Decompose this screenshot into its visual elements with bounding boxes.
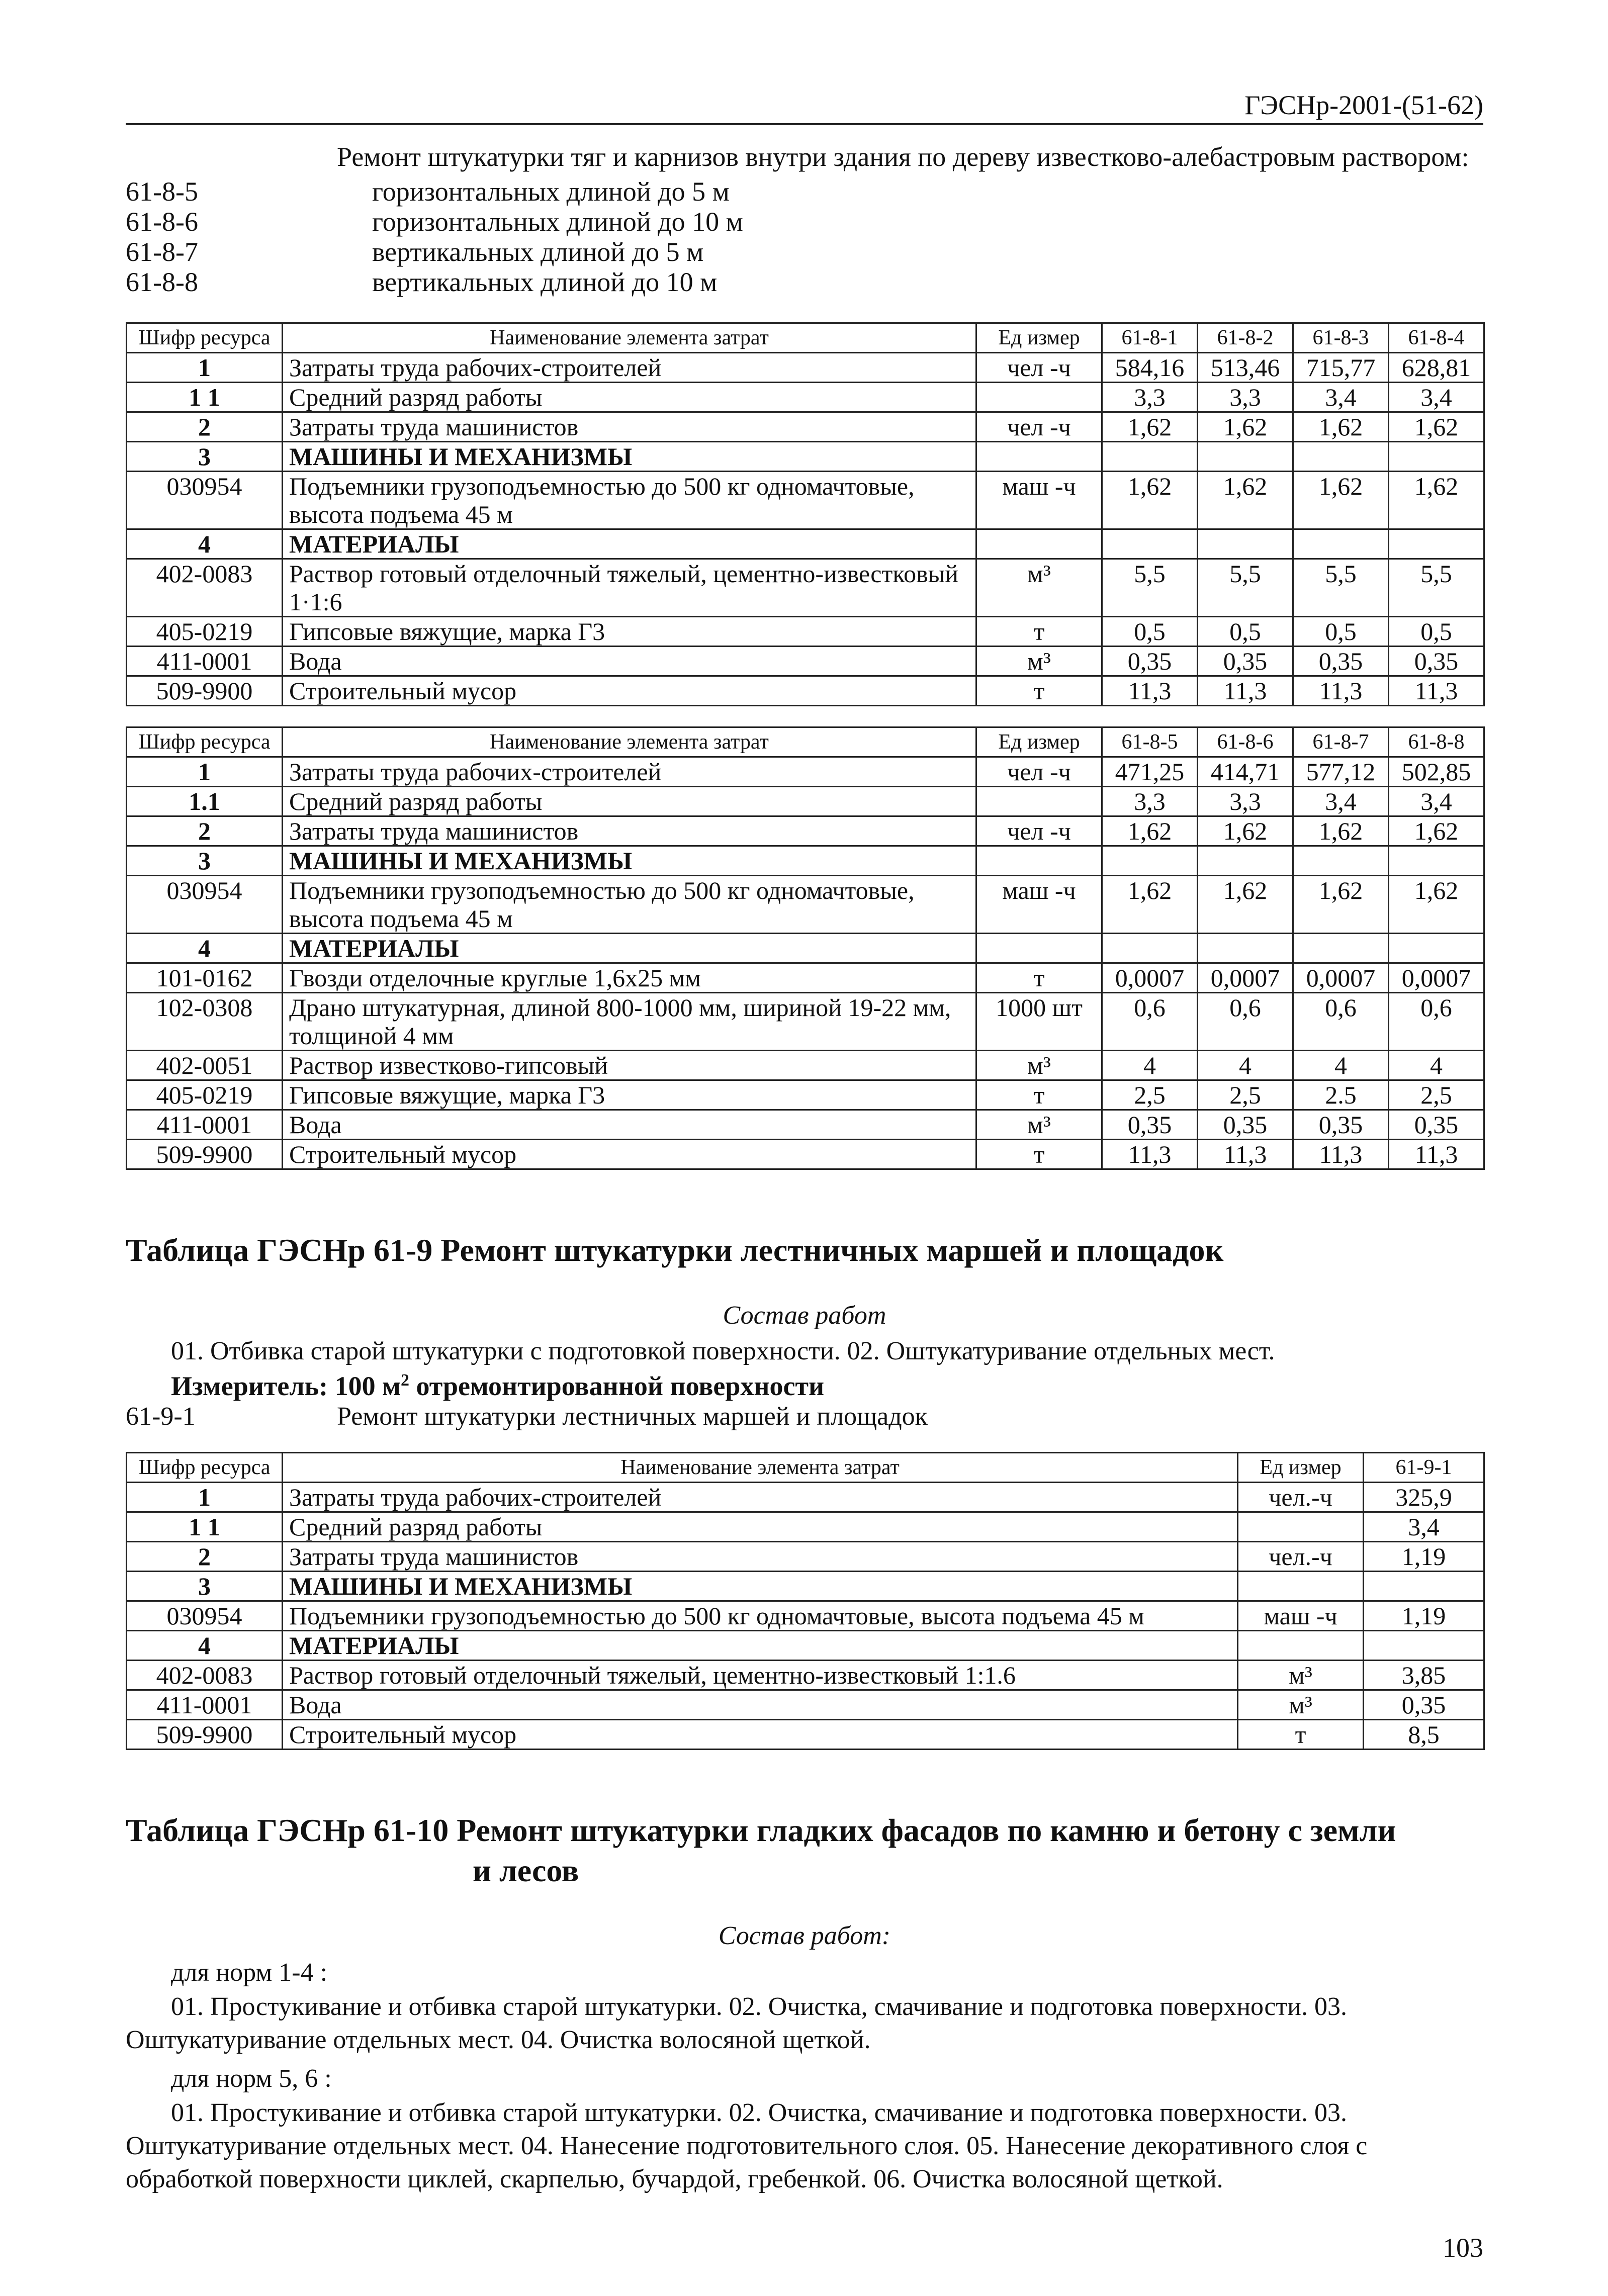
resource-value	[1389, 442, 1484, 472]
resource-name: Средний разряд работы	[283, 1512, 1238, 1542]
resource-unit: т	[976, 676, 1102, 706]
resource-name: Раствор готовый отделочный тяжелый, цементно-известковый 1:1.6	[283, 1661, 1238, 1690]
resource-value: 0,6	[1389, 993, 1484, 1051]
resource-value: 1,62	[1198, 472, 1293, 529]
resource-code: 4	[127, 529, 283, 559]
table-row	[127, 559, 1484, 617]
resource-code: 405-0219	[127, 1080, 283, 1110]
resource-unit: чел -ч	[976, 353, 1102, 383]
resource-value: 1,62	[1389, 472, 1484, 529]
resource-value: 1,62	[1293, 472, 1389, 529]
col-header-norm: 61-8-2	[1198, 323, 1293, 353]
resource-name: Подъемники грузоподъемностью до 500 кг одномачтовые, высота подъема 45 м	[283, 472, 976, 529]
col-header-name: Наименование элемента затрат	[283, 727, 976, 757]
measure-sup: 2	[400, 1371, 409, 1390]
resource-name: Строительный мусор	[283, 676, 976, 706]
resource-name: МАШИНЫ И МЕХАНИЗМЫ	[283, 442, 976, 472]
resource-value	[1293, 529, 1389, 559]
norm-code: 61-9-1	[126, 1402, 196, 1431]
resource-unit	[976, 529, 1102, 559]
resource-value: 1,62	[1293, 876, 1389, 934]
resource-name: Вода	[283, 1110, 976, 1140]
variant-list	[126, 176, 1483, 297]
table-row	[127, 529, 1484, 559]
col-header-code: Шифр ресурса	[127, 1453, 283, 1483]
resource-value: 4	[1389, 1051, 1484, 1080]
measure-value: 100 м	[334, 1371, 401, 1401]
norm-intro	[126, 140, 1483, 297]
resource-unit: м³	[1238, 1661, 1364, 1690]
resource-value: 11,3	[1389, 1140, 1484, 1169]
resource-value: 1,62	[1198, 412, 1293, 442]
resource-code: 101-0162	[127, 963, 283, 993]
resource-value: 1,19	[1364, 1601, 1484, 1631]
resource-unit: маш -ч	[976, 876, 1102, 934]
resource-code: 405-0219	[127, 617, 283, 647]
resource-unit: чел -ч	[976, 816, 1102, 846]
table-header-row	[127, 727, 1484, 757]
variant-code: 61-8-5	[126, 176, 198, 207]
table-row	[127, 876, 1484, 934]
document-code: ГЭСНр-2001-(51-62)	[1244, 90, 1483, 120]
resource-value: 628,81	[1389, 353, 1484, 383]
resource-value: 4	[1102, 1051, 1198, 1080]
section-title-61-10	[126, 1810, 1483, 1891]
works-caption: Состав работ	[723, 1301, 886, 1330]
works-caption: Состав работ:	[718, 1921, 891, 1950]
resource-name: Раствор готовый отделочный тяжелый, цементно-известковый 1·1:6	[283, 559, 976, 617]
norm-line	[126, 1402, 1483, 1432]
table-row	[127, 472, 1484, 529]
resource-code: 030954	[127, 876, 283, 934]
table-row	[127, 1631, 1484, 1661]
table-row	[127, 846, 1484, 876]
resource-unit: м³	[976, 559, 1102, 617]
table-row	[127, 1572, 1484, 1601]
resource-name: Гипсовые вяжущие, марка Г3	[283, 617, 976, 647]
table-row	[127, 647, 1484, 676]
resource-value	[1293, 846, 1389, 876]
resource-value: 584,16	[1102, 353, 1198, 383]
resource-unit: маш -ч	[1238, 1601, 1364, 1631]
resource-value	[1389, 529, 1484, 559]
col-header-unit: Ед измер	[976, 727, 1102, 757]
resource-value	[1102, 934, 1198, 963]
norms-subheading: для норм 5, 6 :	[171, 2064, 332, 2093]
resource-value: 0,6	[1102, 993, 1198, 1051]
resource-value	[1198, 846, 1293, 876]
resource-name: Затраты труда машинистов	[283, 1542, 1238, 1572]
resource-value: 1,62	[1102, 472, 1198, 529]
resource-code: 2	[127, 412, 283, 442]
resource-name: Средний разряд работы	[283, 787, 976, 816]
resource-value: 0,5	[1102, 617, 1198, 647]
resource-name: Драно штукатурная, длиной 800-1000 мм, шириной 19-22 мм, толщиной 4 мм	[283, 993, 976, 1051]
table-row	[127, 993, 1484, 1051]
resource-value	[1389, 934, 1484, 963]
resource-unit: м³	[976, 1110, 1102, 1140]
resource-unit	[976, 934, 1102, 963]
resource-unit: чел.-ч	[1238, 1542, 1364, 1572]
works-paragraph: 01. Простукивание и отбивка старой штукатурки. 02. Очистка, смачивание и подготовка поверхности. 03. Оштукатуривание отдельных мест. 04. Очистка волосяной щеткой.	[126, 1992, 1347, 2054]
page-number: 103	[1443, 2233, 1483, 2263]
table-header-row	[127, 1453, 1484, 1483]
resource-value: 1,62	[1198, 876, 1293, 934]
table-row	[127, 1140, 1484, 1169]
table-row	[127, 1051, 1484, 1080]
resource-code: 402-0083	[127, 1661, 283, 1690]
resource-unit	[976, 846, 1102, 876]
resource-value: 0,0007	[1198, 963, 1293, 993]
col-header-norm: 61-8-6	[1198, 727, 1293, 757]
resource-value: 1,62	[1389, 876, 1484, 934]
resource-value: 0,35	[1102, 647, 1198, 676]
resource-code: 1 1	[127, 383, 283, 412]
resource-value: 0,35	[1102, 1110, 1198, 1140]
table-row	[127, 442, 1484, 472]
table-row	[127, 1080, 1484, 1110]
col-header-norm: 61-8-7	[1293, 727, 1389, 757]
resource-value: 11,3	[1389, 676, 1484, 706]
resource-value	[1102, 529, 1198, 559]
resource-name: Затраты труда машинистов	[283, 412, 976, 442]
resource-name: Подъемники грузоподъемностью до 500 кг одномачтовые, высота подъема 45 м	[283, 876, 976, 934]
resource-code: 1	[127, 1483, 283, 1512]
resource-value: 513,46	[1198, 353, 1293, 383]
resource-unit: т	[976, 1140, 1102, 1169]
resource-value	[1364, 1631, 1484, 1661]
resource-value: 11,3	[1198, 676, 1293, 706]
resource-table-61-8-1-4	[126, 322, 1485, 706]
resource-name: Затраты труда рабочих-строителей	[283, 1483, 1238, 1512]
resource-code: 1.1	[127, 787, 283, 816]
resource-name: Строительный мусор	[283, 1140, 976, 1169]
resource-name: Средний разряд работы	[283, 383, 976, 412]
resource-value: 502,85	[1389, 757, 1484, 787]
resource-value	[1102, 846, 1198, 876]
resource-value: 2,5	[1198, 1080, 1293, 1110]
table-row	[127, 1483, 1484, 1512]
col-header-norm: 61-8-8	[1389, 727, 1484, 757]
resource-value	[1198, 934, 1293, 963]
resource-name: Вода	[283, 647, 976, 676]
resource-unit	[976, 442, 1102, 472]
col-header-norm: 61-8-4	[1389, 323, 1484, 353]
col-header-norm: 61-9-1	[1364, 1453, 1484, 1483]
col-header-name: Наименование элемента затрат	[283, 1453, 1238, 1483]
resource-code: 509-9900	[127, 1720, 283, 1750]
col-header-norm: 61-8-3	[1293, 323, 1389, 353]
resource-code: 1 1	[127, 1512, 283, 1542]
col-header-norm: 61-8-1	[1102, 323, 1198, 353]
resource-unit: м³	[1238, 1690, 1364, 1720]
resource-value: 471,25	[1102, 757, 1198, 787]
table-row	[127, 963, 1484, 993]
resource-code: 4	[127, 1631, 283, 1661]
resource-value: 8,5	[1364, 1720, 1484, 1750]
resource-value	[1198, 442, 1293, 472]
resource-unit: м³	[976, 647, 1102, 676]
resource-value: 5,5	[1389, 559, 1484, 617]
resource-value: 0,35	[1293, 1110, 1389, 1140]
resource-value	[1102, 442, 1198, 472]
resource-code: 030954	[127, 472, 283, 529]
table-header-row	[127, 323, 1484, 353]
resource-value: 1,62	[1102, 876, 1198, 934]
table-row	[127, 1110, 1484, 1140]
resource-value: 414,71	[1198, 757, 1293, 787]
resource-value: 3,3	[1102, 383, 1198, 412]
resource-value	[1293, 934, 1389, 963]
resource-value: 3,3	[1102, 787, 1198, 816]
resource-unit: чел -ч	[976, 412, 1102, 442]
resource-unit	[1238, 1512, 1364, 1542]
resource-value	[1198, 529, 1293, 559]
variant-item	[126, 176, 1483, 207]
resource-value: 1,62	[1102, 816, 1198, 846]
resource-value: 0,5	[1293, 617, 1389, 647]
resource-value: 2,5	[1102, 1080, 1198, 1110]
intro-title: Ремонт штукатурки тяг и карнизов внутри здания по дереву известково-алебастровым раствором:	[337, 142, 1469, 172]
resource-value: 0,6	[1293, 993, 1389, 1051]
norms-subheading: для норм 1-4 :	[171, 1958, 328, 1987]
measure-rest: отремонтированной поверхности	[409, 1371, 825, 1401]
resource-value: 0,35	[1364, 1690, 1484, 1720]
resource-value: 11,3	[1102, 1140, 1198, 1169]
resource-value: 0,35	[1389, 647, 1484, 676]
resource-code: 1	[127, 353, 283, 383]
resource-code: 102-0308	[127, 993, 283, 1051]
resource-unit: т	[976, 1080, 1102, 1110]
col-header-unit: Ед измер	[1238, 1453, 1364, 1483]
resource-value: 0,35	[1389, 1110, 1484, 1140]
resource-unit: 1000 шт	[976, 993, 1102, 1051]
table-row	[127, 1542, 1484, 1572]
resource-unit	[1238, 1631, 1364, 1661]
resource-unit: чел.-ч	[1238, 1483, 1364, 1512]
resource-value: 0,0007	[1389, 963, 1484, 993]
col-header-norm: 61-8-5	[1102, 727, 1198, 757]
resource-table-61-9-1	[126, 1452, 1485, 1750]
variant-code: 61-8-7	[126, 237, 198, 267]
section-title-line2: и лесов	[473, 1853, 579, 1888]
variant-item	[126, 237, 1483, 267]
running-header	[126, 75, 1483, 125]
resource-table-61-8-5-8	[126, 726, 1485, 1170]
resource-unit	[976, 383, 1102, 412]
resource-value: 4	[1293, 1051, 1389, 1080]
resource-unit: т	[1238, 1720, 1364, 1750]
col-header-name: Наименование элемента затрат	[283, 323, 976, 353]
resource-name: МАТЕРИАЛЫ	[283, 1631, 1238, 1661]
variant-text: вертикальных длиной до 5 м	[372, 237, 704, 267]
variant-text: горизонтальных длиной до 5 м	[372, 176, 730, 207]
resource-value: 1,62	[1389, 816, 1484, 846]
resource-unit	[1238, 1572, 1364, 1601]
resource-value: 0,5	[1198, 617, 1293, 647]
norm-text: Ремонт штукатурки лестничных маршей и площадок	[337, 1402, 928, 1431]
measure-label: Измеритель:	[171, 1371, 328, 1401]
resource-value: 1,19	[1364, 1542, 1484, 1572]
resource-value: 3,4	[1389, 787, 1484, 816]
resource-value: 325,9	[1364, 1483, 1484, 1512]
resource-value: 0,0007	[1102, 963, 1198, 993]
variant-text: горизонтальных длиной до 10 м	[372, 207, 743, 237]
resource-value: 0,5	[1389, 617, 1484, 647]
resource-value: 0,0007	[1293, 963, 1389, 993]
resource-value: 5,5	[1198, 559, 1293, 617]
resource-unit: маш -ч	[976, 472, 1102, 529]
resource-code: 1	[127, 757, 283, 787]
works-paragraph: 01. Простукивание и отбивка старой штукатурки. 02. Очистка, смачивание и подготовка поверхности. 03. Оштукатуривание отдельных мест. 04. Нанесение подготовительного слоя. 05. Нанесение декоративного слоя с обработкой поверхности циклей, скарпелью, бучардой, гребенкой. 06. Очистка волосяной щеткой.	[126, 2098, 1368, 2193]
resource-name: МАШИНЫ И МЕХАНИЗМЫ	[283, 1572, 1238, 1601]
resource-value: 11,3	[1102, 676, 1198, 706]
resource-code: 411-0001	[127, 647, 283, 676]
variant-code: 61-8-6	[126, 207, 198, 237]
resource-value: 3,4	[1293, 383, 1389, 412]
variant-code: 61-8-8	[126, 267, 198, 297]
resource-value: 11,3	[1293, 676, 1389, 706]
variant-item	[126, 267, 1483, 297]
table-row	[127, 617, 1484, 647]
resource-value: 11,3	[1198, 1140, 1293, 1169]
table-row	[127, 934, 1484, 963]
resource-value: 3,3	[1198, 787, 1293, 816]
resource-code: 402-0051	[127, 1051, 283, 1080]
resource-value: 2.5	[1293, 1080, 1389, 1110]
resource-name: Затраты труда машинистов	[283, 816, 976, 846]
table-row	[127, 1512, 1484, 1542]
resource-value: 577,12	[1293, 757, 1389, 787]
table-row	[127, 816, 1484, 846]
table-row	[127, 383, 1484, 412]
table-row	[127, 757, 1484, 787]
resource-value: 3,85	[1364, 1661, 1484, 1690]
resource-value: 1,62	[1389, 412, 1484, 442]
resource-value: 0,35	[1198, 1110, 1293, 1140]
resource-name: МАТЕРИАЛЫ	[283, 934, 976, 963]
resource-name: Затраты труда рабочих-строителей	[283, 757, 976, 787]
resource-name: Гипсовые вяжущие, марка Г3	[283, 1080, 976, 1110]
works-text: 01. Отбивка старой штукатурки с подготовкой поверхности. 02. Оштукатуривание отдельных мест.	[171, 1337, 1275, 1365]
resource-code: 2	[127, 1542, 283, 1572]
table-row	[127, 676, 1484, 706]
resource-code: 509-9900	[127, 1140, 283, 1169]
table-row	[127, 412, 1484, 442]
resource-code: 402-0083	[127, 559, 283, 617]
resource-value: 4	[1198, 1051, 1293, 1080]
table-row	[127, 1661, 1484, 1690]
resource-code: 2	[127, 816, 283, 846]
resource-code: 411-0001	[127, 1690, 283, 1720]
resource-value	[1364, 1572, 1484, 1601]
resource-unit: чел -ч	[976, 757, 1102, 787]
resource-unit: т	[976, 963, 1102, 993]
resource-value	[1293, 442, 1389, 472]
table-row	[127, 1690, 1484, 1720]
resource-value: 5,5	[1293, 559, 1389, 617]
resource-name: Строительный мусор	[283, 1720, 1238, 1750]
resource-code: 3	[127, 442, 283, 472]
resource-value: 1,62	[1293, 816, 1389, 846]
resource-code: 4	[127, 934, 283, 963]
resource-code: 3	[127, 846, 283, 876]
resource-value: 715,77	[1293, 353, 1389, 383]
variant-text: вертикальных длиной до 10 м	[372, 267, 718, 297]
table-row	[127, 353, 1484, 383]
resource-name: Гвозди отделочные круглые 1,6х25 мм	[283, 963, 976, 993]
resource-name: МАШИНЫ И МЕХАНИЗМЫ	[283, 846, 976, 876]
resource-value: 11,3	[1293, 1140, 1389, 1169]
table-row	[127, 1601, 1484, 1631]
resource-name: МАТЕРИАЛЫ	[283, 529, 976, 559]
resource-name: Раствор известково-гипсовый	[283, 1051, 976, 1080]
col-header-code: Шифр ресурса	[127, 727, 283, 757]
resource-name: Затраты труда рабочих-строителей	[283, 353, 976, 383]
resource-value	[1389, 846, 1484, 876]
resource-value: 0,6	[1198, 993, 1293, 1051]
resource-value: 5,5	[1102, 559, 1198, 617]
variant-item	[126, 207, 1483, 237]
resource-code: 3	[127, 1572, 283, 1601]
resource-code: 509-9900	[127, 676, 283, 706]
resource-unit	[976, 787, 1102, 816]
col-header-code: Шифр ресурса	[127, 323, 283, 353]
resource-value: 3,4	[1389, 383, 1484, 412]
resource-value: 1,62	[1293, 412, 1389, 442]
resource-code: 030954	[127, 1601, 283, 1631]
resource-value: 1,62	[1198, 816, 1293, 846]
resource-value: 1,62	[1102, 412, 1198, 442]
resource-unit: м³	[976, 1051, 1102, 1080]
resource-code: 411-0001	[127, 1110, 283, 1140]
document-page	[126, 75, 1483, 2263]
section-title-61-9: Таблица ГЭСНр 61-9 Ремонт штукатурки лестничных маршей и площадок	[126, 1232, 1224, 1268]
table-row	[127, 787, 1484, 816]
resource-value: 3,4	[1364, 1512, 1484, 1542]
measure-unit	[171, 1370, 1483, 1402]
resource-value: 3,3	[1198, 383, 1293, 412]
col-header-unit: Ед измер	[976, 323, 1102, 353]
resource-value: 3,4	[1293, 787, 1389, 816]
section-title-line1: Таблица ГЭСНр 61-10 Ремонт штукатурки гладких фасадов по камню и бетону с земли	[126, 1812, 1396, 1848]
resource-name: Вода	[283, 1690, 1238, 1720]
resource-value: 0,35	[1198, 647, 1293, 676]
table-row	[127, 1720, 1484, 1750]
resource-value: 0,35	[1293, 647, 1389, 676]
resource-unit: т	[976, 617, 1102, 647]
resource-name: Подъемники грузоподъемностью до 500 кг одномачтовые, высота подъема 45 м	[283, 1601, 1238, 1631]
resource-value: 2,5	[1389, 1080, 1484, 1110]
